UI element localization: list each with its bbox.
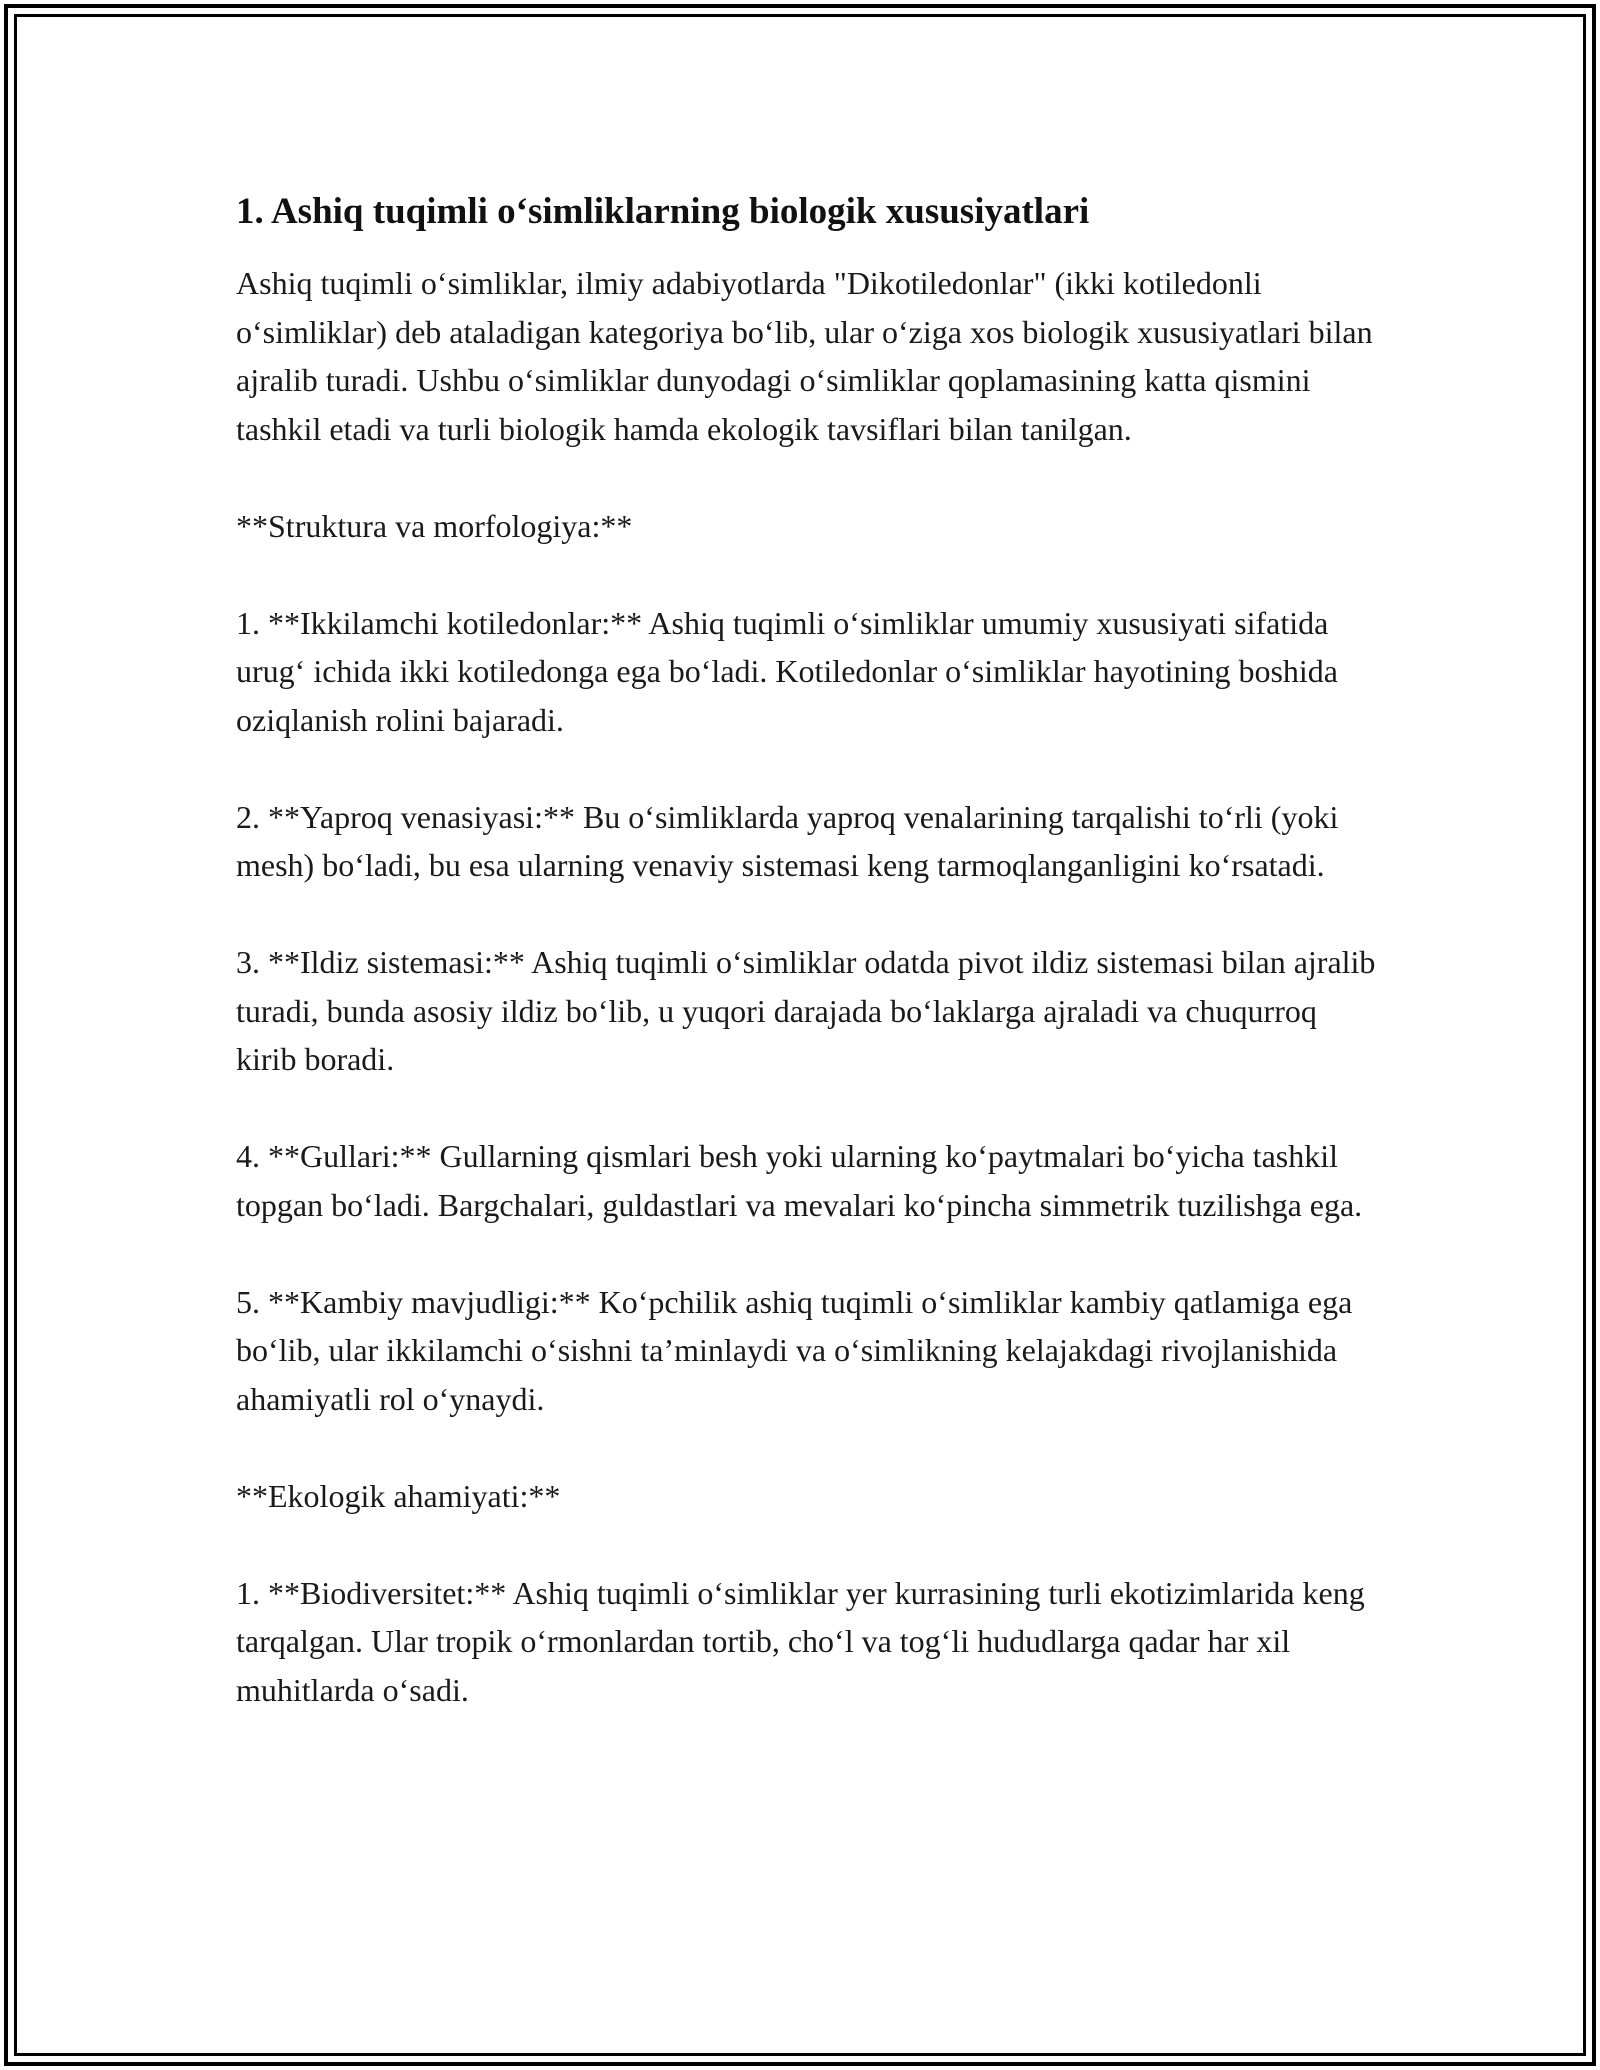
section-heading-ecology: **Ekologik ahamiyati:** <box>236 1477 561 1514</box>
list-item-leaf-venation: 2. **Yaproq venasiyasi:** Bu o‘simliklarda yaproq venalarining tarqalishi to‘rli (yoki mesh) bo‘ladi, bu esa ularning venaviy sistemasi keng tarmoqlanganligini ko‘rsatadi. <box>236 798 1339 883</box>
list-item-cotyledons: 1. **Ikkilamchi kotiledonlar:** Ashiq tuqimli o‘simliklar umumiy xususiyati sifatida urug‘ ichida ikki kotiledonga ega bo‘ladi. Kotiledonlar o‘simliklar hayotining boshida oziqlanish rolini bajaradi. <box>236 604 1338 738</box>
page-title: 1. Ashiq tuqimli o‘simliklarning biologik xususiyatlari <box>236 191 1090 232</box>
list-item-flowers: 4. **Gullari:** Gullarning qismlari besh yoki ularning ko‘paytmalari bo‘yicha tashkil topgan bo‘ladi. Bargchalari, guldastlari va mevalari ko‘pincha simmetrik tuzilishga ega. <box>236 1138 1363 1223</box>
list-item-cambium: 5. **Kambiy mavjudligi:** Ko‘pchilik ashiq tuqimli o‘simliklar kambiy qatlamiga ega bo‘lib, ular ikkilamchi o‘sishni ta’minlaydi va o‘simlikning kelajakdagi rivojlanishida ahamiyatli rol o‘ynaydi. <box>236 1283 1353 1417</box>
document-body <box>236 186 1376 1763</box>
list-item-biodiversity: 1. **Biodiversitet:** Ashiq tuqimli o‘simliklar yer kurrasining turli ekotizimlarida keng tarqalgan. Ular tropik o‘rmonlardan tortib, cho‘l va tog‘li hududlarga qadar har xil muhitlarda o‘sadi. <box>236 1574 1365 1708</box>
section-heading-structure: **Struktura va morfologiya:** <box>236 507 633 544</box>
intro-paragraph: Ashiq tuqimli o‘simliklar, ilmiy adabiyotlarda "Dikotiledonlar" (ikki kotiledonli o‘simliklar) deb ataladigan kategoriya bo‘lib, ular o‘ziga xos biologik xususiyatlari bilan ajralib turadi. Ushbu o‘simliklar dunyodagi o‘simliklar qoplamasining katta qismini tashkil etadi va turli biologik hamda ekologik tavsiflari bilan tanilgan. <box>236 265 1373 447</box>
list-item-root-system: 3. **Ildiz sistemasi:** Ashiq tuqimli o‘simliklar odatda pivot ildiz sistemasi bilan ajralib turadi, bunda asosiy ildiz bo‘lib, u yuqori darajada bo‘laklarga ajraladi va chuqurroq kirib boradi. <box>236 944 1376 1077</box>
